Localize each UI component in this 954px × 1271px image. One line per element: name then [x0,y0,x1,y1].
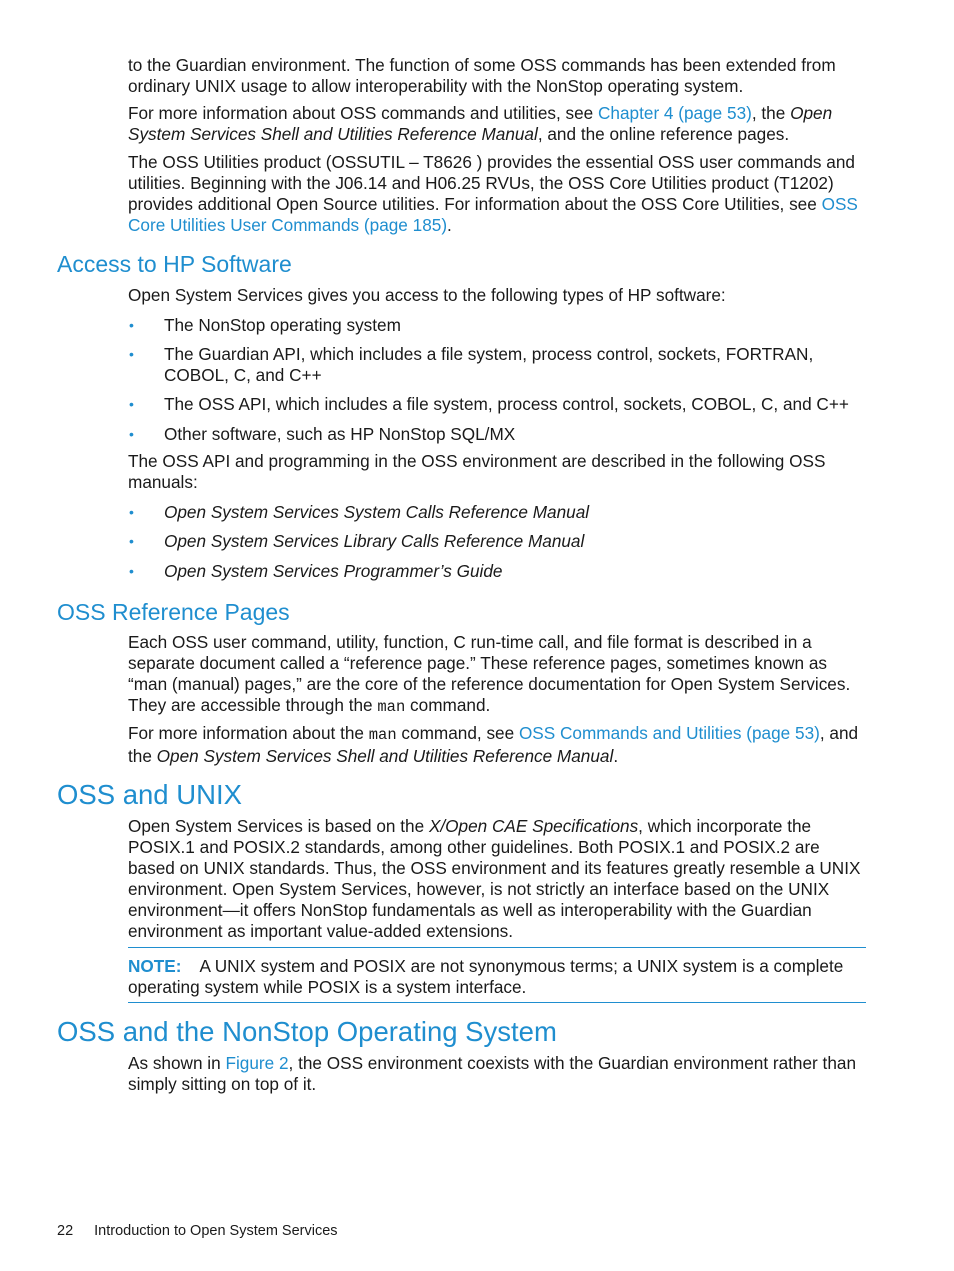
bullet-icon: • [129,346,134,362]
manual-title: Open System Services Shell and Utilities Reference Manual [128,103,833,144]
note-text: NOTE: A UNIX system and POSIX are not synonymous terms; a UNIX system is a complete operating system while POSIX is a system interface. [128,956,844,997]
man-code: man [377,698,406,716]
note-box [128,947,866,1003]
nonstop-paragraph: As shown in Figure 2, the OSS environment coexists with the Guardian environment rather than simply sitting on top of it. [128,1053,856,1094]
software-list [128,315,870,445]
list-item: • Open System Services Programmer’s Guide [129,561,503,581]
refpages-paragraph-2: For more information about the man command, see OSS Commands and Utilities (page 53), and the Open System Services Shell and Utilities Reference Manual. [128,723,859,766]
list-item: • The Guardian API, which includes a file system, process control, sockets, FORTRAN, COBOL, C, and C++ [129,344,814,385]
bullet-icon: • [129,396,134,412]
manuals-list [128,502,870,582]
access-lead: Open System Services gives you access to the following types of HP software: [128,285,726,305]
intro-paragraph-2: For more information about OSS commands and utilities, see Chapter 4 (page 53), the Open System Services Shell and Utilities Reference Manual, and the online reference pages. [128,103,833,144]
list-item: • Open System Services System Calls Reference Manual [129,502,590,522]
bullet-icon: • [129,317,134,333]
core-utilities-link[interactable]: OSS Core Utilities User Commands (page 185) [128,194,858,235]
bullet-icon: • [129,563,134,579]
spec-title: X/Open CAE Specifications [428,816,639,836]
manual-title: Open System Services Shell and Utilities Reference Manual [156,746,614,766]
bullet-icon: • [129,504,134,520]
nonstop-heading: OSS and the NonStop Operating System [57,1016,557,1047]
refpages-paragraph-1: Each OSS user command, utility, function, C run-time call, and file format is described in a separate document called a “reference page.” These reference pages, sometimes known as “man (manual) pages,” are the core of the reference documentation for Open System Services. They are accessible through the man command. [128,632,851,716]
intro-paragraph-3: The OSS Utilities product (OSSUTIL – T8626 ) provides the essential OSS user commands and utilities. Beginning with the J06.14 and H06.25 RVUs, the OSS Core Utilities product (T1202) provides additional Open Source utilities. For information about the OSS Core Utilities, see OSS Core Utilities User Commands (page 185). [128,152,858,235]
list-item: • Other software, such as HP NonStop SQL/MX [129,424,516,444]
access-heading: Access to HP Software [57,251,292,277]
list-item: • The NonStop operating system [129,315,401,335]
chapter-title: Introduction to Open System Services [94,1223,338,1239]
page-number: 22 [57,1223,74,1239]
man-code: man [368,726,397,744]
bullet-icon: • [129,426,134,442]
page-footer [57,1222,338,1240]
figure-2-link[interactable]: Figure 2 [225,1053,289,1073]
intro-paragraph-1: to the Guardian environment. The function of some OSS commands has been extended from ordinary UNIX usage to allow interoperability with the NonStop operating system. [128,55,836,96]
refpages-heading: OSS Reference Pages [57,599,290,625]
unix-heading: OSS and UNIX [57,779,242,810]
note-label: NOTE: [128,956,182,976]
oss-commands-link[interactable]: OSS Commands and Utilities (page 53) [518,723,820,743]
access-paragraph: The OSS API and programming in the OSS environment are described in the following OSS manuals: [128,451,826,492]
bullet-icon: • [129,533,134,549]
list-item: • The OSS API, which includes a file system, process control, sockets, COBOL, C, and C++ [129,394,849,414]
chapter-4-link[interactable]: Chapter 4 (page 53) [598,103,752,123]
unix-paragraph: Open System Services is based on the X/Open CAE Specifications, which incorporate the POSIX.1 and POSIX.2 standards, among other guidelines. Both POSIX.1 and POSIX.2 are based on UNIX standards. Thus, the OSS environment and its features greatly resemble a UNIX environment. Open System Services, however, is not strictly an interface based on the UNIX environment—it offers NonStop fundamentals as well as interoperability with the Guardian environment as important value-added extensions. [128,816,861,941]
list-item: • Open System Services Library Calls Reference Manual [129,531,585,551]
